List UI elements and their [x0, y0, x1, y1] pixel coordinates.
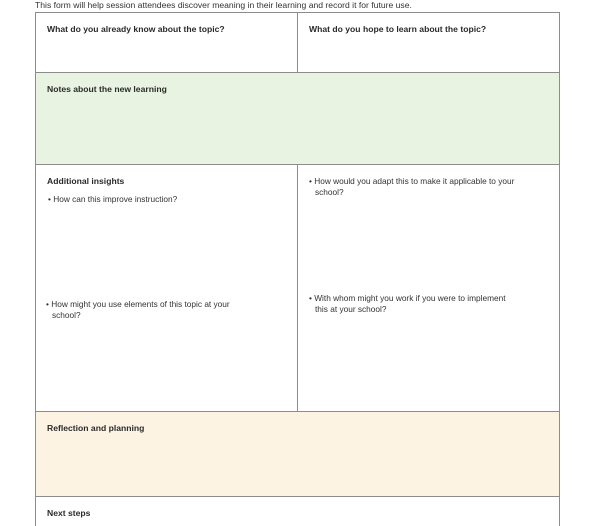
- work-with-question-line2: this at your school?: [315, 304, 387, 314]
- notes-heading: Notes about the new learning: [47, 84, 167, 94]
- adapt-question: [309, 176, 554, 198]
- use-elements-question-line2: school?: [52, 310, 81, 320]
- use-elements-question: [46, 299, 291, 321]
- improve-question-text: • How can this improve instruction?: [48, 194, 178, 204]
- hope-to-learn-heading: What do you hope to learn about the topic?: [309, 24, 487, 34]
- use-elements-question-line1: • How might you use elements of this topic at your: [46, 299, 230, 309]
- insights-right-cell: [297, 164, 560, 412]
- reflection-heading: Reflection and planning: [47, 423, 145, 433]
- adapt-question-line1: • How would you adapt this to make it applicable to your: [309, 176, 515, 186]
- hope-to-learn-cell: [297, 12, 560, 73]
- improve-question: [48, 194, 288, 205]
- insights-heading: Additional insights: [47, 176, 125, 186]
- work-with-question-line1: • With whom might you work if you were to implement: [309, 293, 506, 303]
- adapt-question-line2: school?: [315, 187, 344, 197]
- work-with-question: [309, 293, 554, 315]
- next-steps-cell: [35, 496, 560, 526]
- intro-text: This form will help session attendees discover meaning in their learning and record it for future use.: [35, 0, 412, 10]
- already-know-heading: What do you already know about the topic?: [47, 24, 225, 34]
- already-know-cell: [35, 12, 298, 73]
- next-steps-heading: Next steps: [47, 508, 91, 518]
